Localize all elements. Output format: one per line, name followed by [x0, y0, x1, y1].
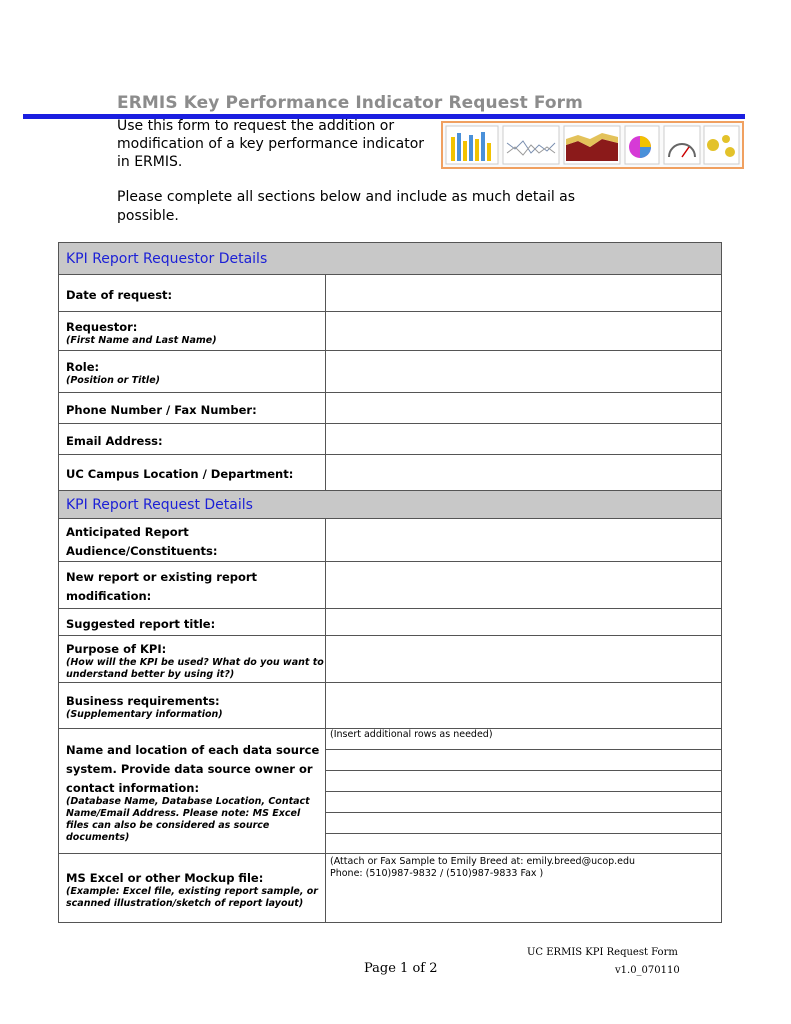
chart-thumbnails [441, 121, 744, 169]
footer-page-number: Page 1 of 2 [364, 961, 438, 976]
audience-label: Anticipated Report Audience/Constituents: [59, 519, 326, 562]
phone-label: Phone Number / Fax Number: [59, 393, 326, 424]
row-new-or-existing [59, 562, 722, 609]
bubble-chart-thumbnail [704, 126, 739, 164]
row-mockup [59, 854, 722, 923]
data-source-subrow[interactable] [326, 771, 721, 792]
section-title-requestor: KPI Report Requestor Details [59, 243, 722, 275]
campus-field[interactable] [326, 455, 722, 491]
data-source-subrow[interactable] [326, 834, 721, 853]
bar-chart-thumbnail [446, 126, 498, 164]
row-business [59, 683, 722, 729]
purpose-field[interactable] [326, 636, 722, 683]
line-chart-thumbnail [503, 126, 559, 164]
business-field[interactable] [326, 683, 722, 729]
purpose-label: Purpose of KPI: (How will the KPI be used? What do you want to understand better by using it?) [59, 636, 326, 683]
email-field[interactable] [326, 424, 722, 455]
phone-field[interactable] [326, 393, 722, 424]
new-or-existing-label: New report or existing report modification: [59, 562, 326, 609]
requestor-hint: (First Name and Last Name) [66, 334, 217, 346]
page-title: ERMIS Key Performance Indicator Request Form [117, 93, 583, 113]
section-header-request [59, 491, 722, 519]
pie-chart-thumbnail [625, 126, 659, 164]
gauge-thumbnail [664, 126, 700, 164]
footer-version: v1.0_070110 [615, 965, 680, 976]
audience-field[interactable] [326, 519, 722, 562]
row-phone [59, 393, 722, 424]
role-field[interactable] [326, 351, 722, 393]
business-hint: (Supplementary information) [66, 709, 223, 720]
mockup-note-line-1: (Attach or Fax Sample to Emily Breed at: emily.breed@ucop.edu [330, 856, 636, 867]
mockup-field[interactable] [326, 854, 722, 923]
area-chart-thumbnail [564, 126, 620, 164]
row-audience [59, 519, 722, 562]
intro-text: Use this form to request the addition or modification of a key performance indicator in ERMIS. [117, 118, 425, 170]
mockup-note-line-2: Phone: (510)987-9832 / (510)987-9833 Fax ) [330, 868, 544, 879]
mockup-label: MS Excel or other Mockup file: (Example: Excel file, existing report sample, or scanned illustration/sketch of report layout) [59, 854, 326, 923]
data-source-label: Name and location of each data source system. Provide data source owner or contact information: (Database Name, Database Location, Contact Name/Email Address. Please note: MS Excel files can also be considered as source documents) [59, 729, 326, 854]
data-source-hint: (Database Name, Database Location, Contact Name/Email Address. Please note: MS Excel files can also be considered as source documents) [66, 795, 310, 843]
data-source-field[interactable] [326, 729, 722, 854]
row-role [59, 351, 722, 393]
row-email [59, 424, 722, 455]
data-source-note: (Insert additional rows as needed) [330, 729, 493, 740]
instruction-text: Please complete all sections below and include as much detail as possible. [117, 189, 576, 224]
data-source-subrow[interactable] [326, 813, 721, 834]
row-campus [59, 455, 722, 491]
email-label: Email Address: [59, 424, 326, 455]
campus-label: UC Campus Location / Department: [59, 455, 326, 491]
suggested-title-label: Suggested report title: [59, 609, 326, 636]
role-hint: (Position or Title) [66, 375, 160, 386]
mockup-hint: (Example: Excel file, existing report sample, or scanned illustration/sketch of report layout) [66, 885, 318, 909]
footer-form-name: UC ERMIS KPI Request Form [527, 947, 678, 958]
data-source-subrow[interactable] [326, 729, 721, 750]
business-label: Business requirements: (Supplementary information) [59, 683, 326, 729]
date-field[interactable] [326, 275, 722, 312]
role-label: Role: (Position or Title) [59, 351, 326, 393]
date-label: Date of request: [59, 275, 326, 312]
section-title-request: KPI Report Request Details [59, 491, 722, 519]
purpose-hint: (How will the KPI be used? What do you want to understand better by using it?) [66, 656, 324, 680]
row-date [59, 275, 722, 312]
new-or-existing-field[interactable] [326, 562, 722, 609]
kpi-request-form [58, 242, 722, 923]
row-requestor [59, 312, 722, 351]
section-header-requestor [59, 243, 722, 275]
requestor-label: Requestor: (First Name and Last Name) [59, 312, 326, 351]
row-suggested-title [59, 609, 722, 636]
row-data-source [59, 729, 722, 854]
requestor-field[interactable] [326, 312, 722, 351]
suggested-title-field[interactable] [326, 609, 722, 636]
data-source-subrow[interactable] [326, 792, 721, 813]
row-purpose [59, 636, 722, 683]
data-source-subrow[interactable] [326, 750, 721, 771]
